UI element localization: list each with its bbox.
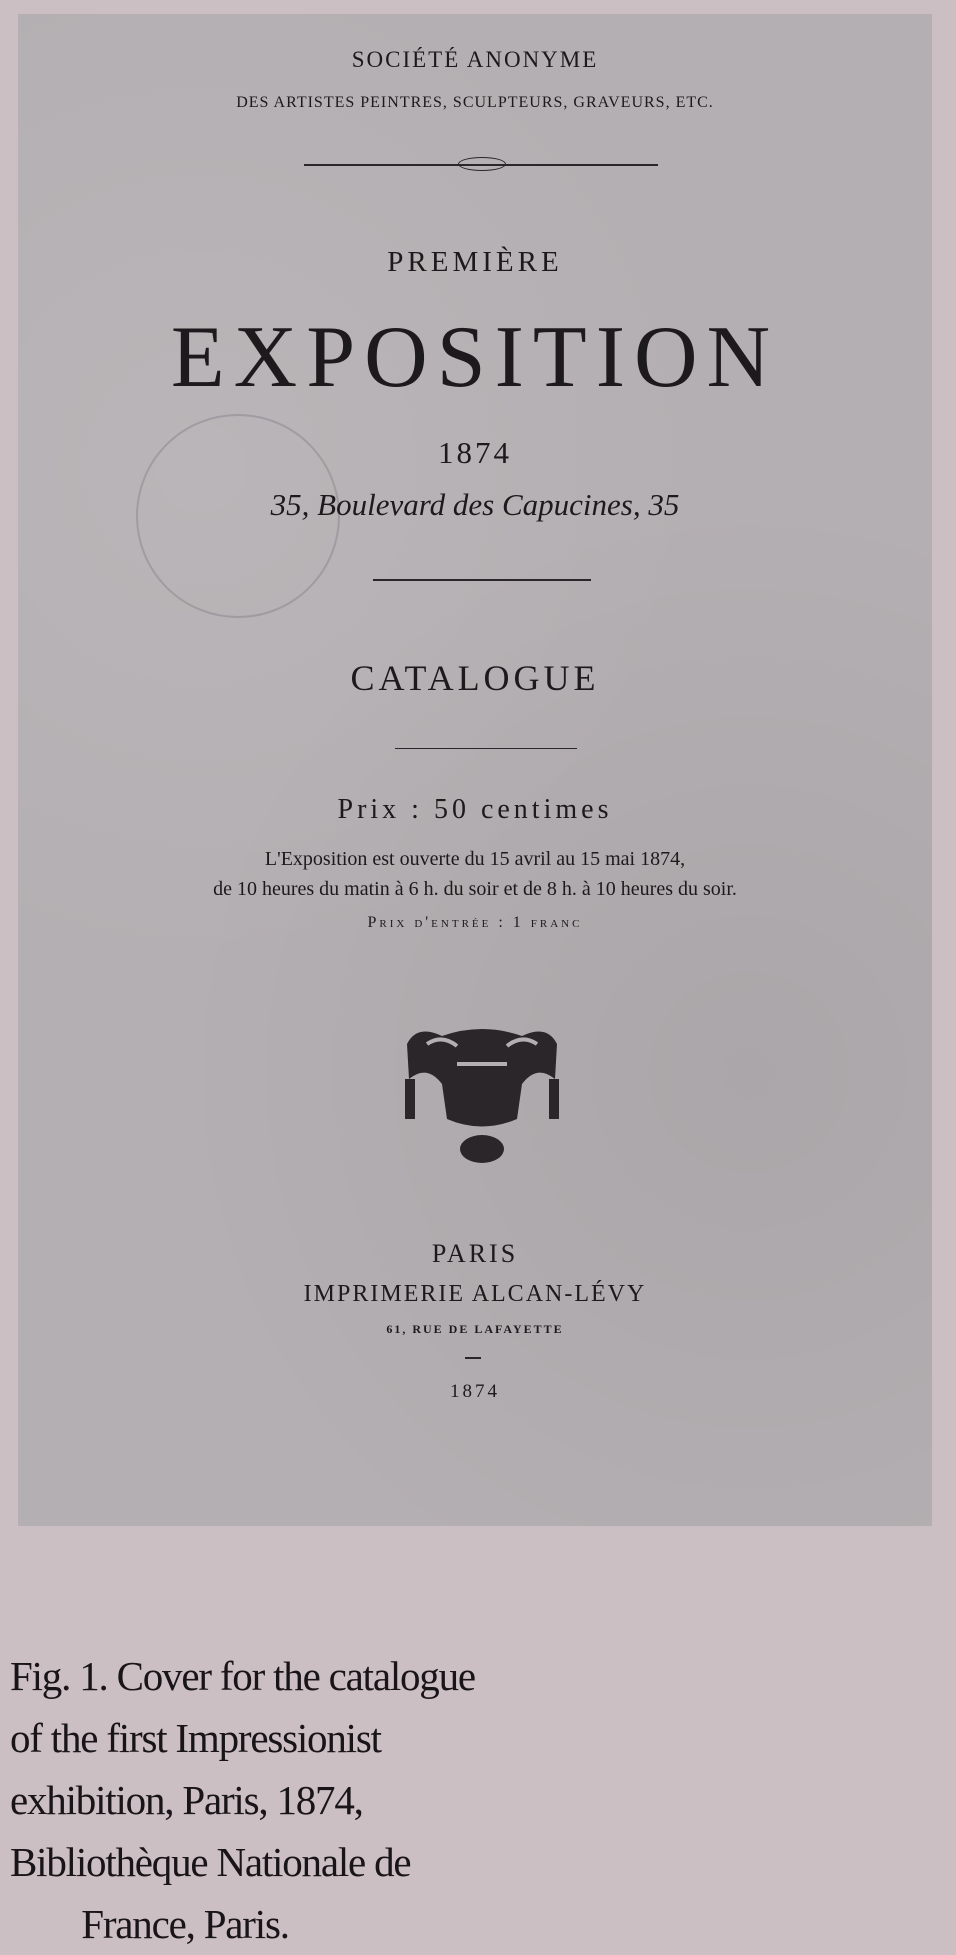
caption-line: of the first Impressionist (10, 1715, 381, 1761)
caption-line: exhibition, Paris, 1874, (10, 1777, 363, 1823)
caption-line: Fig. 1. Cover for the catalogue (10, 1653, 475, 1699)
rule-ornament-icon (458, 157, 506, 171)
society-subtitle: DES ARTISTES PEINTRES, SCULPTEURS, GRAVEURS, ETC. (236, 94, 714, 111)
catalogue-price: Prix : 50 centimes (337, 794, 613, 825)
print-year: 1874 (450, 1381, 500, 1402)
printer-name: IMPRIMERIE ALCAN-LÉVY (303, 1281, 647, 1307)
entry-price: Prix d'entrée : 1 franc (367, 914, 583, 931)
printer-address: 61, RUE DE LAFAYETTE (386, 1322, 564, 1336)
divider-rule (373, 579, 591, 581)
catalogue-heading: CATALOGUE (350, 658, 600, 698)
opening-hours: de 10 heures du matin à 6 h. du soir et de 8 h. à 10 heures du soir. (213, 878, 737, 900)
divider-rule (395, 748, 577, 749)
exhibition-year: 1874 (438, 435, 512, 470)
figure-caption (10, 1645, 475, 1955)
premiere-heading: PREMIÈRE (387, 246, 563, 278)
opening-dates: L'Exposition est ouverte du 15 avril au 15 mai 1874, (264, 848, 686, 870)
exhibition-address: 35, Boulevard des Capucines, 35 (270, 487, 680, 522)
short-dash (465, 1357, 481, 1359)
grotesque-mask-ornament-icon (397, 1024, 567, 1164)
exposition-heading: EXPOSITION (170, 309, 780, 406)
city: PARIS (431, 1239, 519, 1268)
catalogue-cover (18, 14, 932, 1526)
caption-line: France, Paris. (81, 1901, 289, 1947)
society-title: SOCIÉTÉ ANONYME (351, 47, 599, 72)
caption-line: Bibliothèque Nationale de (10, 1839, 411, 1885)
